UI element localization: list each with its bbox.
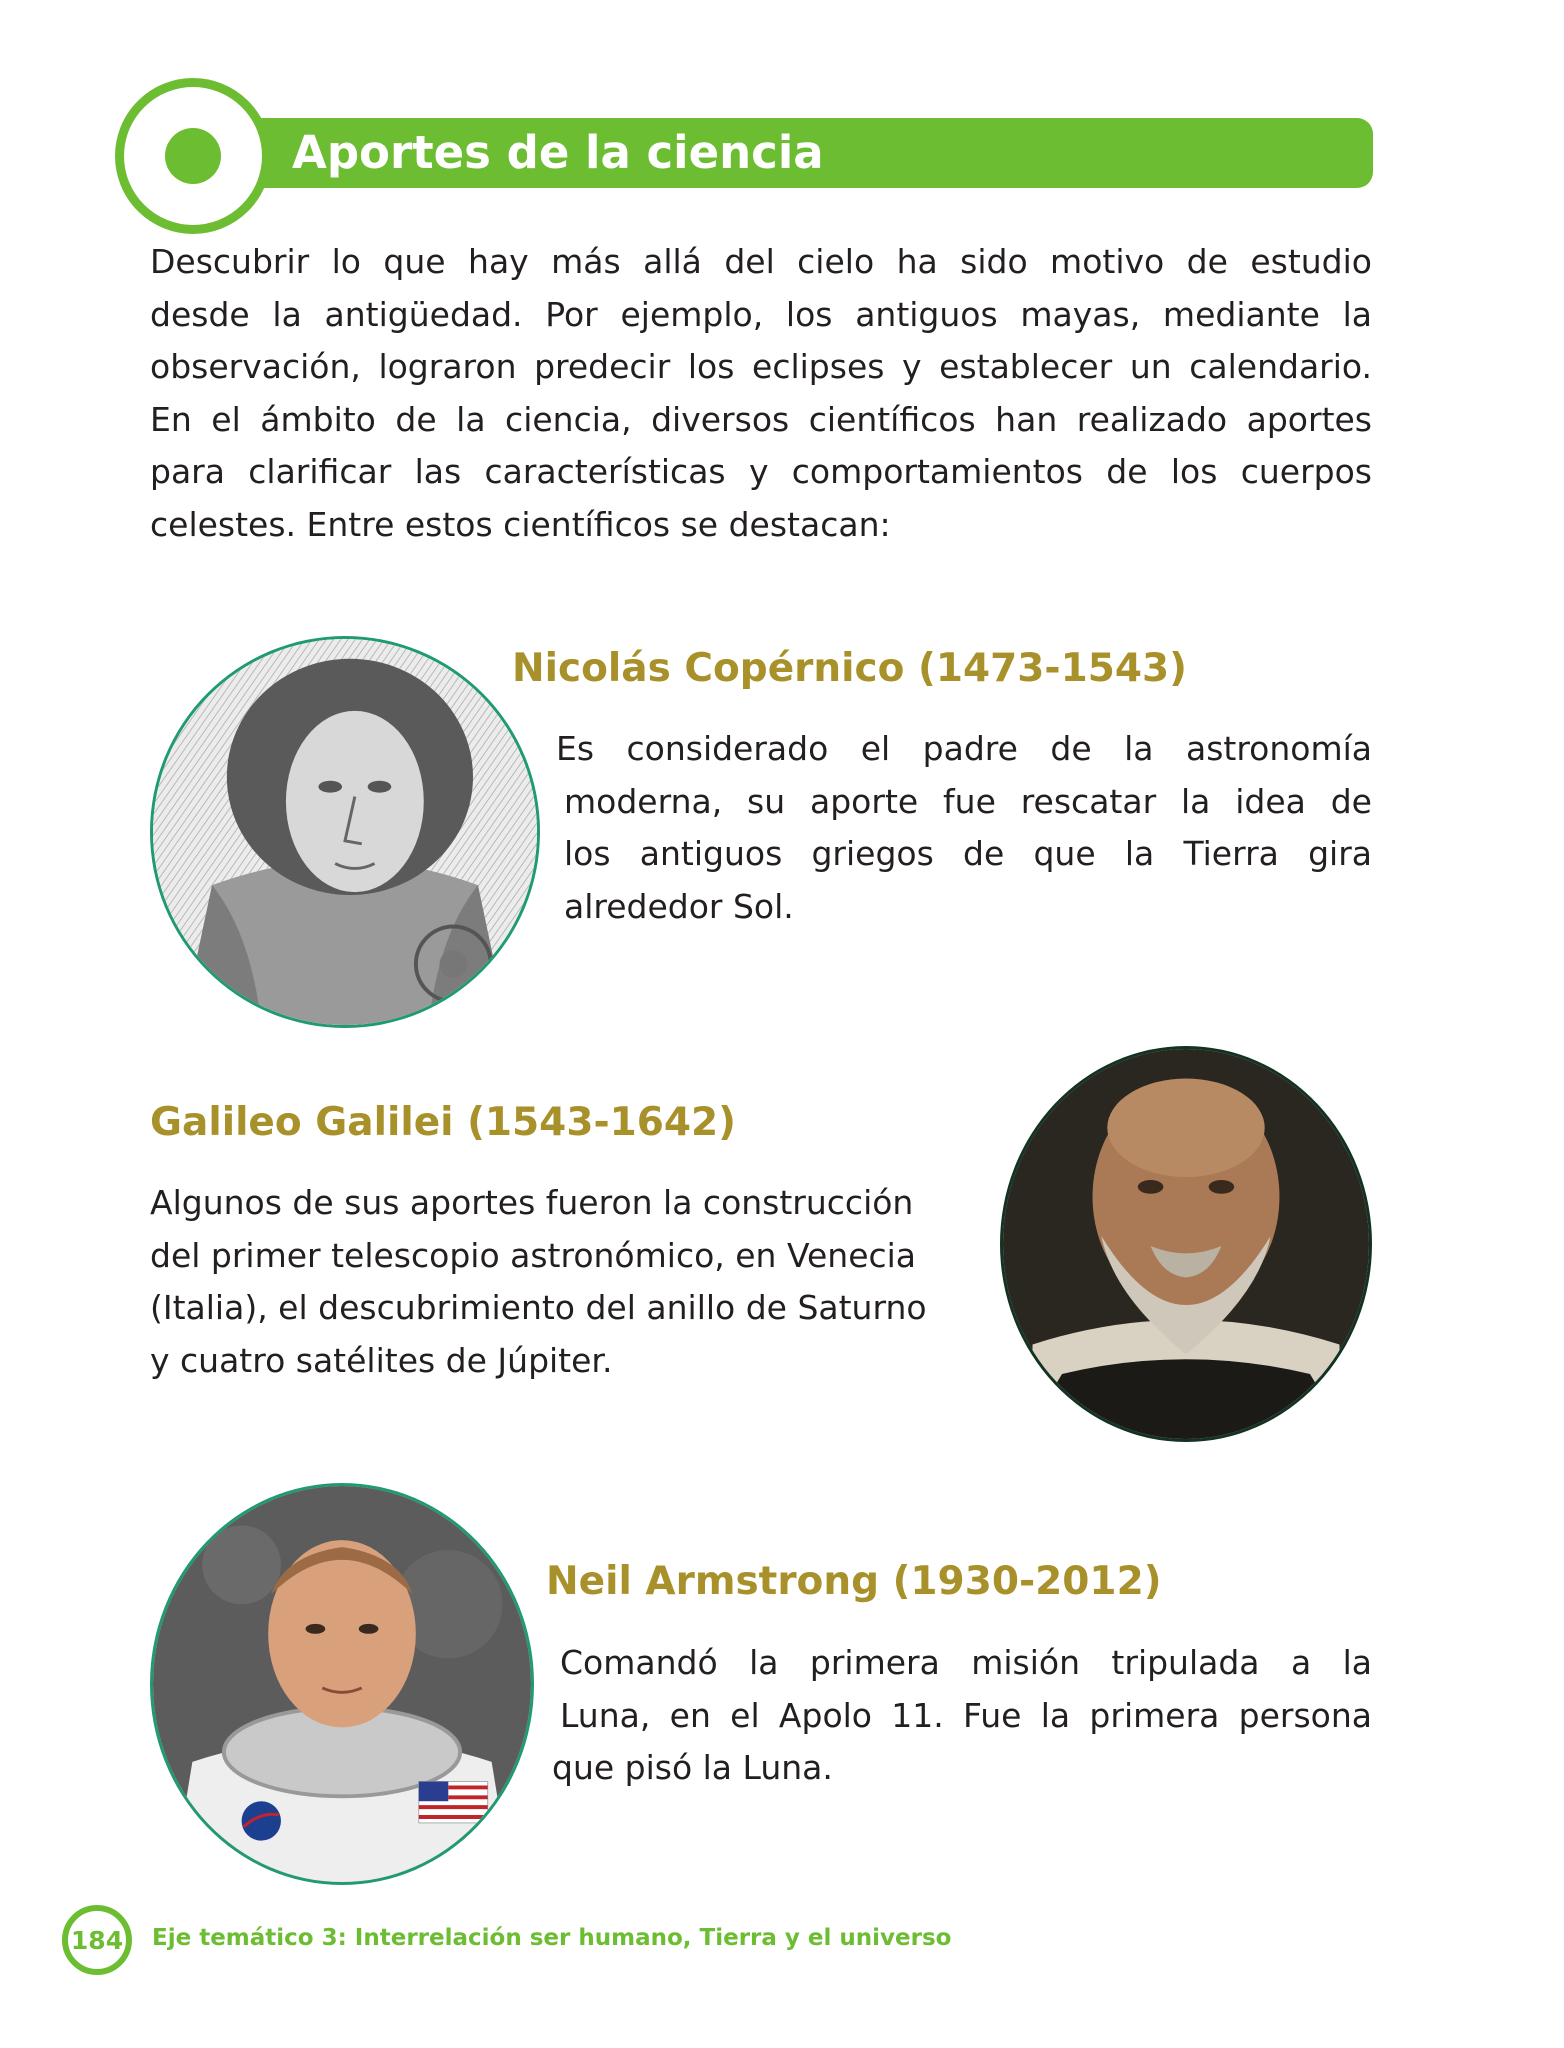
copernicus-line: los antiguos griegos de que la Tierra gira: [564, 834, 1372, 873]
section-bullet-dot: [165, 128, 221, 184]
section-title: Aportes de la ciencia: [292, 126, 824, 179]
armstrong-text: [552, 1637, 1372, 1795]
intro-line: para clarificar las características y comportamientos de los cuerpos: [150, 452, 1372, 491]
galileo-line: (Italia), el descubrimiento del anillo de Saturno: [150, 1288, 927, 1327]
galileo-heading: Galileo Galilei (1543-1642): [150, 1100, 737, 1145]
armstrong-line: que pisó la Luna.: [552, 1748, 833, 1787]
galileo-portrait: [1000, 1046, 1372, 1442]
galileo-line: del primer telescopio astronómico, en Venecia: [150, 1235, 917, 1275]
galileo-line: Algunos de sus aportes fueron la construcción: [150, 1183, 914, 1222]
armstrong-heading: Neil Armstrong (1930-2012): [546, 1559, 1162, 1604]
copernicus-line: Es considerado el padre de la astronomía: [556, 729, 1372, 768]
intro-line: observación, lograron predecir los eclipses y establecer un calendario.: [150, 347, 1372, 386]
intro-paragraph: [150, 236, 1372, 551]
intro-line: Descubrir lo que hay más allá del cielo ha sido motivo de estudio: [150, 242, 1372, 281]
intro-line: En el ámbito de la ciencia, diversos científicos han realizado aportes: [150, 399, 1372, 439]
armstrong-line: Comandó la primera misión tripulada a la: [560, 1643, 1372, 1682]
galileo-text: [150, 1177, 970, 1387]
page-number: 184: [70, 1925, 124, 1955]
copernicus-heading: Nicolás Copérnico (1473-1543): [512, 646, 1187, 691]
copernicus-text: [556, 723, 1372, 933]
intro-line: celestes. Entre estos científicos se destacan:: [150, 504, 891, 544]
footer-axis-label: Eje temático 3: Interrelación ser humano, Tierra y el universo: [152, 1925, 952, 1951]
intro-line: desde la antigüedad. Por ejemplo, los antiguos mayas, mediante la: [150, 294, 1372, 334]
page-number-badge: [62, 1905, 132, 1975]
armstrong-portrait: [150, 1483, 534, 1885]
copernicus-portrait: [150, 636, 540, 1028]
copernicus-line: alrededor Sol.: [564, 886, 794, 926]
copernicus-line: moderna, su aporte fue rescatar la idea de: [564, 781, 1372, 821]
armstrong-line: Luna, en el Apolo 11. Fue la primera persona: [560, 1695, 1372, 1735]
galileo-line: y cuatro satélites de Júpiter.: [150, 1340, 613, 1380]
